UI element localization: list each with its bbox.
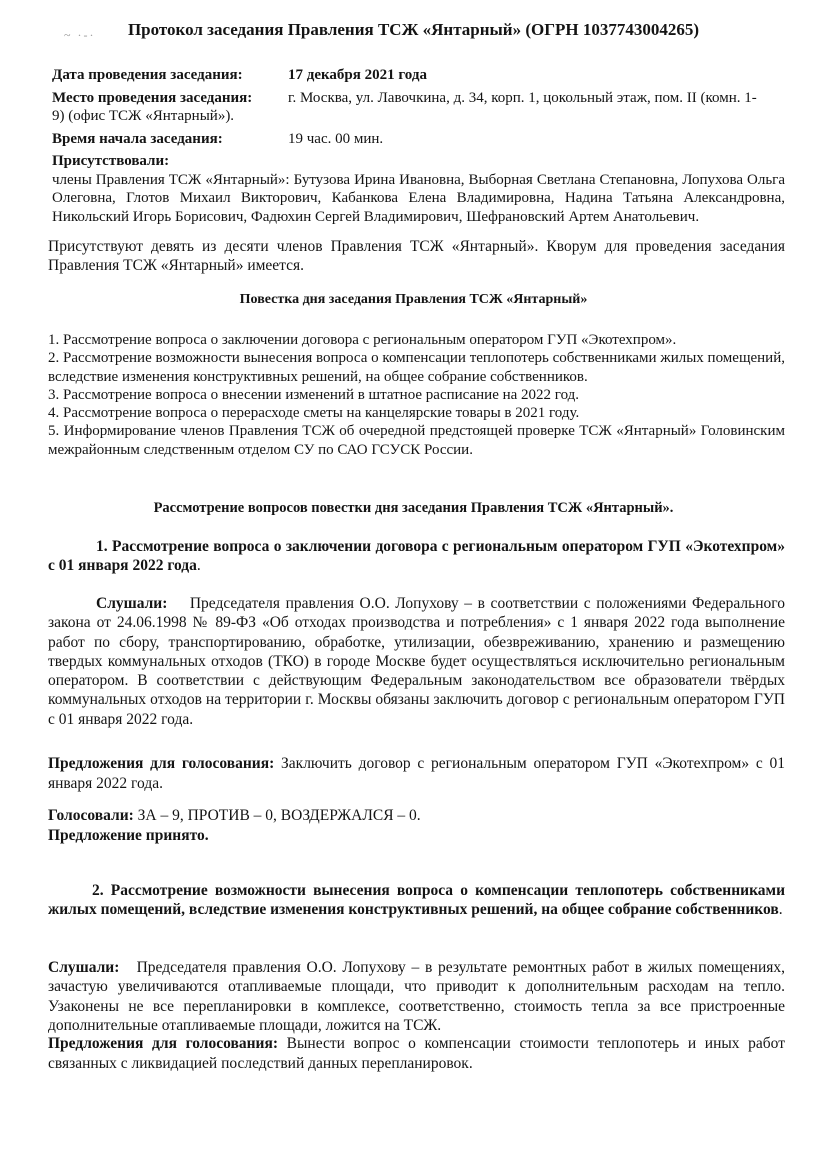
review-heading: Рассмотрение вопросов повестки дня заседания Правления ТСЖ «Янтарный». [153,500,674,516]
q2-proposal-label: Предложения для голосования: [48,1035,279,1052]
meta-place-label: Место проведения заседания: [52,90,253,106]
meta-place-value-cont: 9) (офис ТСЖ «Янтарный»). [52,108,235,124]
meta-time-value: 19 час. 00 мин. [288,131,384,147]
q2-heading-text: 2. Рассмотрение возможности вынесения вопроса о компенсации теплопотерь собственниками жилых помещений, вследствие изменения конструктивных решений, на общее собрание собственников [48,882,785,918]
q2-proposal-paragraph [48,1034,785,1073]
q1-proposal-paragraph [48,754,785,793]
q1-result: Предложение принято. [48,827,209,844]
q2-proposal-text: Вынести вопрос о компенсации стоимости теплопотерь и иных работ связанных с ликвидацией последствий данных перепланировок. [48,1035,785,1072]
q1-heading-text: 1. Рассмотрение вопроса о заключении договора с региональным оператором ГУП «Экотехпром» с 01 января 2022 года [48,538,785,574]
agenda-item: 5. Информирование членов Правления ТСЖ об очередной предстоящей проверке ТСЖ «Янтарный» Головинским межрайонным следственным отделом СУ по САО ГСУСК России. [48,423,785,458]
q1-vote-text: ЗА – 9, ПРОТИВ – 0, ВОЗДЕРЖАЛСЯ – 0. [137,807,421,824]
q1-heading-end: . [196,556,201,574]
q1-vote-label: Голосовали: [48,807,134,824]
agenda-item: 1. Рассмотрение вопроса о заключении договора с региональным оператором ГУП «Экотехпром». [48,332,677,348]
q2-heading [48,881,785,919]
agenda-heading: Повестка дня заседания Правления ТСЖ «Янтарный» [239,292,588,307]
q1-vote-paragraph [48,806,785,846]
attendance-section [52,152,785,226]
agenda-list [48,331,785,459]
q1-proposal-label: Предложения для голосования: [48,755,275,772]
meta-time-label: Время начала заседания: [52,131,223,147]
q1-proposal-text: Заключить договор с региональным оператором ГУП «Экотехпром» с 01 января 2022 года. [48,755,785,792]
q2-heard-label: Слушали: [48,959,120,976]
q1-heard-paragraph [48,594,785,729]
agenda-item: 2. Рассмотрение возможности вынесения вопроса о компенсации теплопотерь собственниками жилых помещений, вследствие изменения конструктивных решений, на общее собрание собственников. [48,350,785,385]
attendance-heading: Присутствовали: [52,153,170,169]
meta-date-value: 17 декабря 2021 года [288,67,427,83]
agenda-item: 4. Рассмотрение вопроса о перерасходе сметы на канцелярские товары в 2021 году. [48,405,580,422]
q2-heading-end: . [778,901,783,918]
attendance-members: члены Правления ТСЖ «Янтарный»: Бутузова Ирина Ивановна, Выборная Светлана Степановна, Лопухова Ольга Олеговна, Глотов Михаил Викторович, Кабанкова Елена Владимировна, Надина Татьяна Александровна, Никольский Игорь Борисович, Фадюхин Сергей Владимирович, Шефрановский Артем Анатольевич. [52,171,785,225]
q1-heard-text: Председателя правления О.О. Лопухову – в соответствии с положениями Федерального закона от 24.06.1998 № 89-ФЗ «Об отходах производства и потребления» с 1 января 2022 года выполнение работ по сбору, транспортированию, обработке, утилизации, обезвреживанию, хранению и размещению твердых коммунальных отходов (ТКО) в городе Москве будет осуществляться исключительно региональным оператором. В соответствии с действующим Федеральным законодательством все образователи твёрдых коммунальных отходов на территории г. Москвы обязаны заключить договор с региональным оператором ГУП с 01 января 2022 года. [48,595,786,728]
document-title: Протокол заседания Правления ТСЖ «Янтарный» (ОГРН 1037743004265) [127,20,700,39]
scan-artifact: ~ ·-· [64,28,96,42]
agenda-item: 3. Рассмотрение вопроса о внесении изменений в штатное расписание на 2022 год. [48,386,580,403]
meta-place-value: г. Москва, ул. Лавочкина, д. 34, корп. 1, цокольный этаж, пом. II (комн. 1- [288,90,757,106]
q1-heard-label: Слушали: [96,595,168,612]
quorum-paragraph [48,238,785,275]
q2-heard-paragraph [48,958,785,1035]
q2-heard-text: Председателя правления О.О. Лопухову – в результате ремонтных работ в жилых помещениях, зачастую увеличиваются отапливаемые площади, что приводит к дополнительным расходам на тепло. Узаконены не все перепланировки в комплексе, соответственно, стоимость тепла за все пристроенные дополнительные отапливаемые площади, ложится на ТСЖ. [48,959,786,1034]
q1-heading [48,538,785,575]
meta-date-label: Дата проведения заседания: [52,67,243,83]
quorum-text: Присутствуют девять из десяти членов Правления ТСЖ «Янтарный». Кворум для проведения заседания Правления ТСЖ «Янтарный» имеется. [48,238,785,274]
